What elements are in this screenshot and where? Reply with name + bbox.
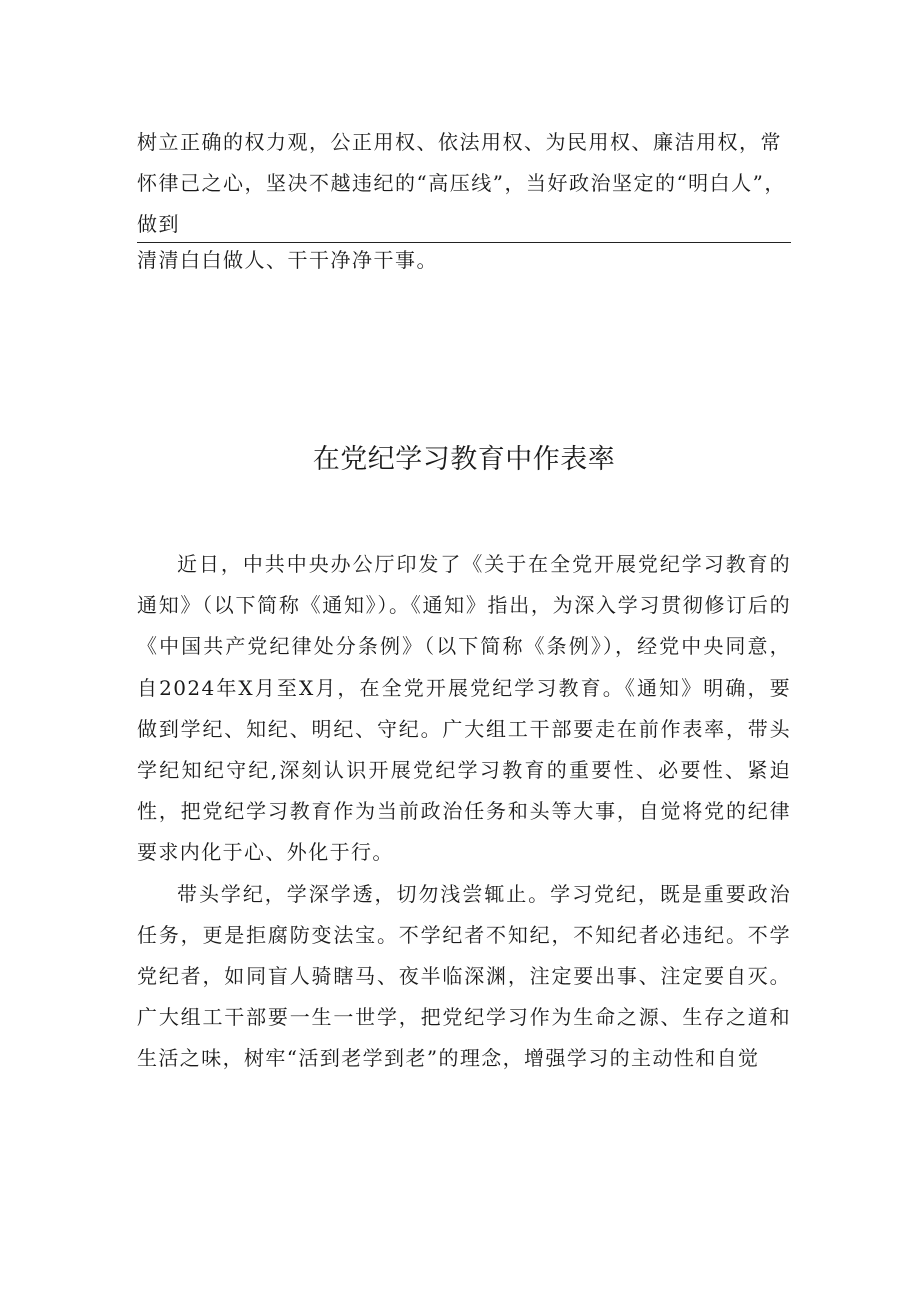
body-paragraph-2: 带头学纪，学深学透，切勿浅尝辄止。学习党纪，既是重要政治任务，更是拒腐防变法宝。不学纪者不知纪，不知纪者必违纪。不学党纪者，如同盲人骑瞎马、夜半临深渊，注定要出事、注定要自灭。广大组工干部要一生一世学，把党纪学习作为生命之源、生存之道和生活之味，树牢“活到老学到老”的理念，增强学习的主动性和自觉 (137, 881, 791, 1071)
article-title: 在党纪学习教育中作表率 (312, 444, 616, 475)
article-body (137, 544, 791, 1080)
previous-paragraph: 树立正确的权力观，公正用权、依法用权、为民用权、廉洁用权，常怀律己之心，坚决不越违纪的“高压线”，当好政治坚定的“明白人”，做到 (137, 130, 786, 236)
previous-section-text (137, 122, 791, 245)
body-paragraph-1: 近日，中共中央办公厅印发了《关于在全党开展党纪学习教育的通知》（以下简称《通知》）。《通知》指出，为深入学习贯彻修订后的《中国共产党纪律处分条例》（以下简称《条例》），经党中央同意，自2024年X月至X月，在全党开展党纪学习教育。《通知》明确，要做到学纪、知纪、明纪、守纪。广大组工干部要走在前作表率，带头学纪知纪守纪,深刻认识开展党纪学习教育的重要性、必要性、紧迫性，把党纪学习教育作为当前政治任务和头等大事，自觉将党的纪律要求内化于心、外化于行。 (137, 552, 791, 865)
previous-paragraph-continuation: 清清白白做人、干干净净干事。 (137, 248, 438, 272)
